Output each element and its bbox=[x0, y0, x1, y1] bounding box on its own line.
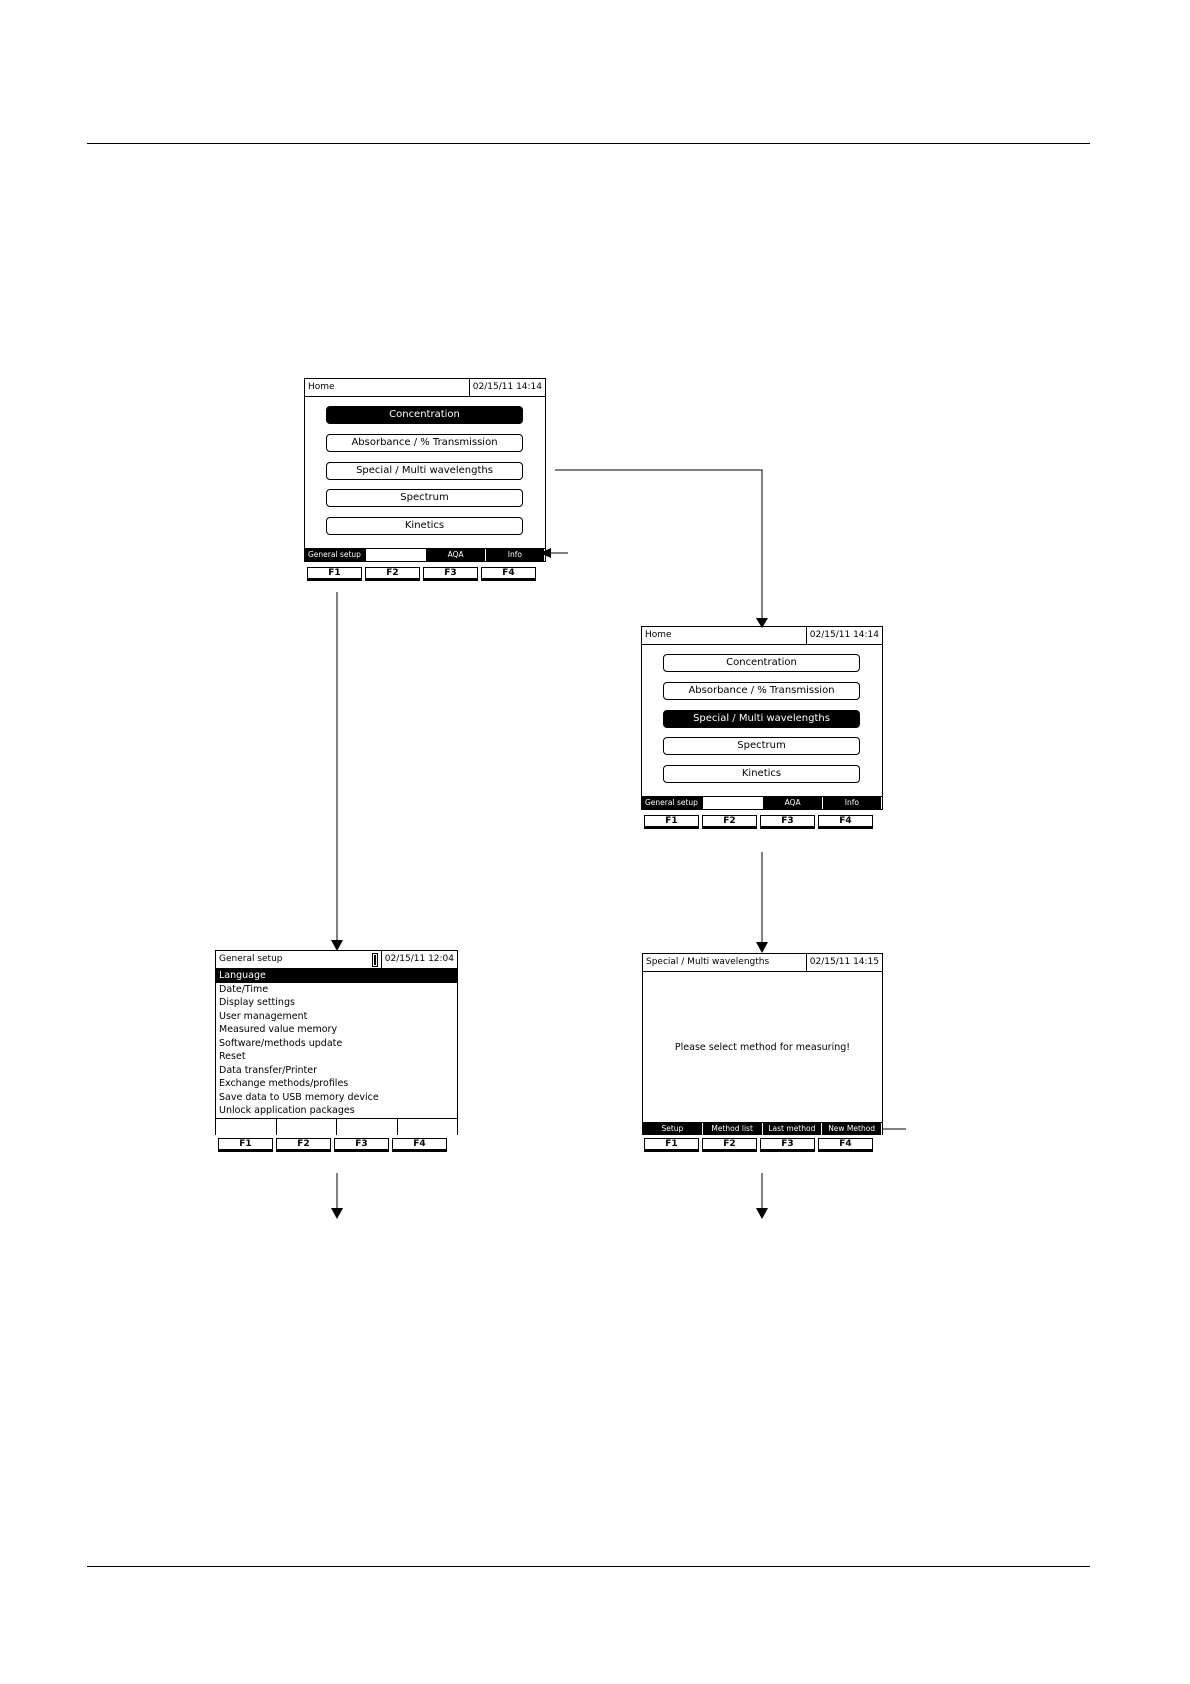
setup-item-user-management[interactable]: User management bbox=[219, 1010, 308, 1022]
setup-item-display-settings[interactable]: Display settings bbox=[219, 997, 295, 1008]
setup-item-measured-value-memory[interactable]: Measured value memory bbox=[219, 1024, 338, 1035]
softkey-new-method[interactable]: New Method bbox=[822, 1123, 882, 1135]
softkey-general-setup[interactable]: General setup bbox=[642, 797, 704, 809]
f1-key[interactable]: F1 bbox=[307, 567, 362, 581]
prompt-message: Please select method for measuring! bbox=[674, 1042, 851, 1053]
softkey-setup[interactable]: Setup bbox=[643, 1123, 703, 1135]
softkey-info[interactable]: Info bbox=[823, 797, 882, 809]
arrowhead-down bbox=[756, 1208, 768, 1219]
f1-key[interactable]: F1 bbox=[644, 815, 699, 829]
menu-button-spectrum[interactable]: Spectrum bbox=[326, 489, 523, 507]
setup-item-save-usb[interactable]: Save data to USB memory device bbox=[219, 1091, 379, 1103]
screen-datetime: 02/15/11 14:14 bbox=[806, 627, 882, 644]
screen-title: Home bbox=[645, 630, 672, 640]
f4-key[interactable]: F4 bbox=[481, 567, 536, 581]
menu-button-special-multi[interactable]: Special / Multi wavelengths bbox=[663, 710, 860, 728]
f2-key[interactable]: F2 bbox=[365, 567, 420, 581]
setup-item-reset[interactable]: Reset bbox=[219, 1051, 246, 1062]
menu-button-special-multi[interactable]: Special / Multi wavelengths bbox=[326, 462, 523, 480]
setup-item-language[interactable]: Language bbox=[216, 969, 457, 983]
f1-key[interactable]: F1 bbox=[218, 1138, 273, 1152]
setup-item-data-transfer[interactable]: Data transfer/Printer bbox=[219, 1064, 318, 1076]
arrow-home-to-special bbox=[555, 470, 762, 618]
f3-key[interactable]: F3 bbox=[760, 815, 815, 829]
screen-title: Home bbox=[308, 382, 335, 392]
screen-datetime: 02/15/11 12:04 bbox=[381, 951, 457, 968]
f4-key[interactable]: F4 bbox=[818, 815, 873, 829]
f2-key[interactable]: F2 bbox=[276, 1138, 331, 1152]
menu-button-kinetics[interactable]: Kinetics bbox=[326, 517, 523, 535]
screen-datetime: 02/15/11 14:14 bbox=[469, 379, 545, 396]
softkey-info[interactable]: Info bbox=[486, 549, 545, 561]
screen-title: Special / Multi wavelengths bbox=[646, 957, 770, 967]
screen-title: General setup bbox=[219, 954, 283, 964]
f4-key[interactable]: F4 bbox=[392, 1138, 447, 1152]
menu-button-absorbance[interactable]: Absorbance / % Transmission bbox=[326, 434, 523, 452]
arrowhead-down bbox=[756, 942, 768, 953]
menu-button-kinetics[interactable]: Kinetics bbox=[663, 765, 860, 783]
f3-key[interactable]: F3 bbox=[760, 1138, 815, 1152]
softkey-aqa[interactable]: AQA bbox=[427, 549, 486, 561]
arrowhead-down bbox=[331, 940, 343, 951]
menu-button-concentration[interactable]: Concentration bbox=[326, 406, 523, 424]
setup-item-unlock-packages[interactable]: Unlock application packages bbox=[219, 1105, 355, 1116]
f4-key[interactable]: F4 bbox=[818, 1138, 873, 1152]
menu-button-spectrum[interactable]: Spectrum bbox=[663, 737, 860, 755]
menu-button-absorbance[interactable]: Absorbance / % Transmission bbox=[663, 682, 860, 700]
softkey-general-setup[interactable]: General setup bbox=[305, 549, 367, 561]
softkey-method-list[interactable]: Method list bbox=[703, 1123, 763, 1135]
setup-item-date-time[interactable]: Date/Time bbox=[219, 983, 269, 995]
softkey-last-method[interactable]: Last method bbox=[763, 1123, 823, 1135]
setup-item-software-update[interactable]: Software/methods update bbox=[219, 1037, 343, 1049]
arrowhead-down bbox=[756, 618, 768, 628]
menu-button-concentration[interactable]: Concentration bbox=[663, 654, 860, 672]
f3-key[interactable]: F3 bbox=[423, 567, 478, 581]
arrowhead-down bbox=[331, 1208, 343, 1219]
f2-key[interactable]: F2 bbox=[702, 1138, 757, 1152]
setup-item-exchange-methods[interactable]: Exchange methods/profiles bbox=[219, 1078, 349, 1089]
softkey-aqa[interactable]: AQA bbox=[764, 797, 823, 809]
arrowhead-left bbox=[540, 548, 551, 558]
f2-key[interactable]: F2 bbox=[702, 815, 757, 829]
f1-key[interactable]: F1 bbox=[644, 1138, 699, 1152]
screen-datetime: 02/15/11 14:15 bbox=[806, 954, 882, 971]
f3-key[interactable]: F3 bbox=[334, 1138, 389, 1152]
